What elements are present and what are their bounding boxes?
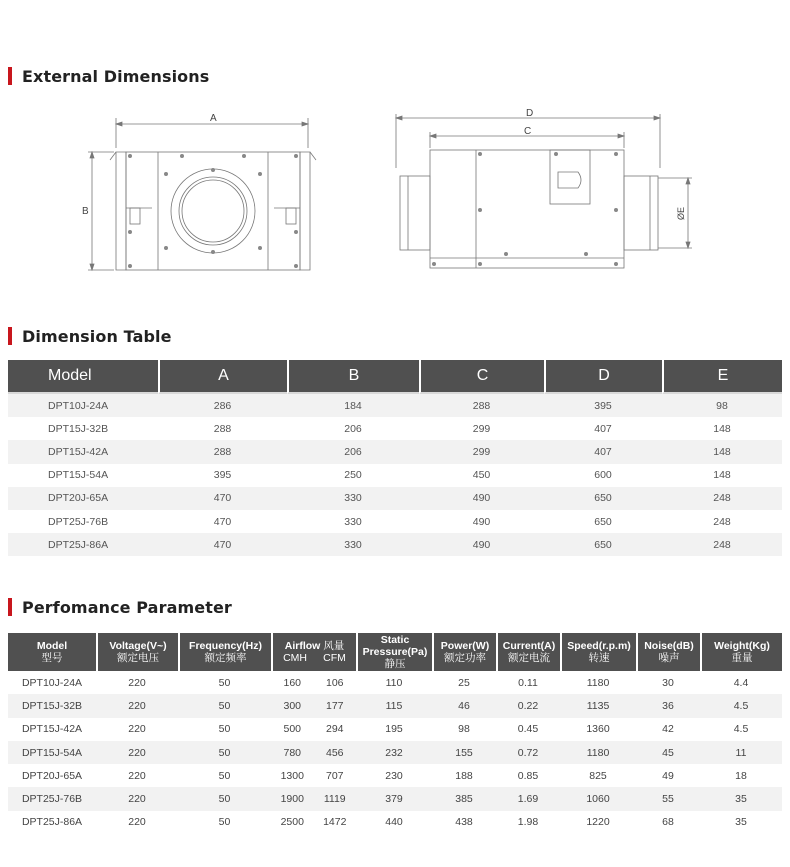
table-cell: 299 xyxy=(419,440,544,463)
airflow-cmh-value: 780 xyxy=(283,746,302,759)
table-cell: 230 xyxy=(356,764,432,787)
col-voltage xyxy=(96,633,178,671)
table-cell: 490 xyxy=(419,510,544,533)
airflow-cell xyxy=(271,764,356,787)
col-airflow-en: Airflow xyxy=(284,640,321,652)
table-cell: DPT25J-76B xyxy=(8,787,96,810)
table-cell: 1180 xyxy=(560,671,636,694)
table-cell: 330 xyxy=(287,510,419,533)
dimension-table xyxy=(8,360,782,556)
col-model: Model xyxy=(8,360,158,394)
dim-label-e: ØE xyxy=(676,206,686,220)
table-cell: 184 xyxy=(287,394,419,417)
table-cell: 50 xyxy=(178,718,271,741)
table-cell: 4.4 xyxy=(700,671,782,694)
dimension-table-header xyxy=(8,360,782,394)
dim-label-a: A xyxy=(210,113,217,124)
table-cell: 650 xyxy=(544,487,662,510)
table-cell: 115 xyxy=(356,694,432,717)
table-cell: 470 xyxy=(158,533,287,556)
table-cell: 232 xyxy=(356,741,432,764)
table-cell: 330 xyxy=(287,533,419,556)
airflow-cell xyxy=(271,787,356,810)
table-cell: 50 xyxy=(178,694,271,717)
table-cell: 438 xyxy=(432,811,496,834)
airflow-cell xyxy=(271,671,356,694)
section-title: Perfomance Parameter xyxy=(22,597,232,617)
col-b: B xyxy=(287,360,419,394)
table-cell: 18 xyxy=(700,764,782,787)
airflow-cmh-value: 300 xyxy=(283,699,302,712)
table-cell: 220 xyxy=(96,764,178,787)
col-frequency-en: Frequency(Hz) xyxy=(189,640,262,652)
section-marker xyxy=(8,67,12,85)
col-airflow-cfm: CFM xyxy=(323,652,346,664)
table-cell: 155 xyxy=(432,741,496,764)
table-cell: 195 xyxy=(356,718,432,741)
table-cell: 450 xyxy=(419,464,544,487)
table-cell: 45 xyxy=(636,741,700,764)
table-cell: 825 xyxy=(560,764,636,787)
col-d: D xyxy=(544,360,662,394)
dim-label-d: D xyxy=(526,108,534,119)
col-frequency xyxy=(178,633,271,671)
section-dimension-table xyxy=(8,326,172,346)
table-row xyxy=(8,764,782,787)
table-cell: 55 xyxy=(636,787,700,810)
col-airflow-cmh: CMH xyxy=(283,652,307,664)
table-cell: 248 xyxy=(662,533,782,556)
table-cell: 4.5 xyxy=(700,694,782,717)
performance-table xyxy=(8,633,782,834)
table-row xyxy=(8,694,782,717)
table-cell: 148 xyxy=(662,464,782,487)
table-cell: 407 xyxy=(544,417,662,440)
table-cell: 4.5 xyxy=(700,718,782,741)
col-airflow xyxy=(271,633,356,671)
col-speed-en: Speed(r.p.m) xyxy=(567,640,631,652)
table-cell: 188 xyxy=(432,764,496,787)
table-cell: 0.72 xyxy=(496,741,560,764)
table-cell: 600 xyxy=(544,464,662,487)
table-cell: 36 xyxy=(636,694,700,717)
table-row xyxy=(8,787,782,810)
airflow-cmh-value: 1300 xyxy=(280,769,304,782)
airflow-cmh-value: 160 xyxy=(283,676,302,689)
airflow-cmh-value: 2500 xyxy=(280,816,304,829)
col-current-cn: 额定电流 xyxy=(508,652,550,664)
airflow-cmh-value: 500 xyxy=(283,723,302,736)
table-cell: 206 xyxy=(287,440,419,463)
table-cell: 46 xyxy=(432,694,496,717)
table-cell: DPT25J-76B xyxy=(8,510,158,533)
table-cell: DPT20J-65A xyxy=(8,764,96,787)
performance-table-header xyxy=(8,633,782,671)
table-cell: 42 xyxy=(636,718,700,741)
col-current xyxy=(496,633,560,671)
airflow-cmh-value: 1900 xyxy=(280,793,304,806)
col-airflow-title xyxy=(275,640,354,652)
table-cell: 286 xyxy=(158,394,287,417)
airflow-cell xyxy=(271,718,356,741)
table-cell: 50 xyxy=(178,764,271,787)
table-cell: 1135 xyxy=(560,694,636,717)
col-model-en: Model xyxy=(36,640,68,652)
table-row xyxy=(8,510,782,533)
table-cell: 0.85 xyxy=(496,764,560,787)
table-row xyxy=(8,811,782,834)
section-title: Dimension Table xyxy=(22,326,172,346)
table-cell: 68 xyxy=(636,811,700,834)
col-noise-cn: 噪声 xyxy=(658,652,680,664)
table-cell: 206 xyxy=(287,417,419,440)
table-cell: DPT15J-54A xyxy=(8,741,96,764)
table-cell: 395 xyxy=(544,394,662,417)
table-row xyxy=(8,394,782,417)
airflow-cell xyxy=(271,694,356,717)
col-noise-en: Noise(dB) xyxy=(644,640,694,652)
table-cell: 1360 xyxy=(560,718,636,741)
table-cell: 490 xyxy=(419,533,544,556)
col-current-en: Current(A) xyxy=(502,640,556,652)
airflow-cfm-value: 1472 xyxy=(323,816,347,829)
col-voltage-cn: 额定电压 xyxy=(117,652,159,664)
table-cell: 35 xyxy=(700,787,782,810)
table-cell: 407 xyxy=(544,440,662,463)
table-cell: 1220 xyxy=(560,811,636,834)
col-speed-cn: 转速 xyxy=(588,652,610,664)
section-external-dimensions xyxy=(8,66,209,86)
col-pressure xyxy=(356,633,432,671)
col-pressure-en: Static Pressure(Pa) xyxy=(362,634,428,658)
table-cell: 490 xyxy=(419,487,544,510)
table-cell: 220 xyxy=(96,694,178,717)
table-row xyxy=(8,417,782,440)
table-cell: 470 xyxy=(158,510,287,533)
col-power-en: Power(W) xyxy=(440,640,490,652)
airflow-cfm-value: 1119 xyxy=(323,793,346,806)
table-cell: 220 xyxy=(96,671,178,694)
table-cell: DPT25J-86A xyxy=(8,811,96,834)
col-airflow-cn: 风量 xyxy=(323,640,345,652)
table-cell: 49 xyxy=(636,764,700,787)
airflow-cfm-value: 456 xyxy=(325,746,344,759)
airflow-cell xyxy=(271,741,356,764)
table-cell: 0.45 xyxy=(496,718,560,741)
table-cell: DPT15J-42A xyxy=(8,440,158,463)
table-cell: 288 xyxy=(158,417,287,440)
table-cell: DPT15J-32B xyxy=(8,417,158,440)
table-cell: 220 xyxy=(96,787,178,810)
table-cell: 330 xyxy=(287,487,419,510)
table-cell: 148 xyxy=(662,417,782,440)
front-view-drawing xyxy=(78,108,328,283)
table-row xyxy=(8,671,782,694)
table-cell: DPT20J-65A xyxy=(8,487,158,510)
table-cell: 35 xyxy=(700,811,782,834)
col-power xyxy=(432,633,496,671)
col-e: E xyxy=(662,360,782,394)
table-cell: 0.11 xyxy=(496,671,560,694)
col-weight-en: Weight(Kg) xyxy=(714,640,770,652)
table-cell: 379 xyxy=(356,787,432,810)
section-title: External Dimensions xyxy=(22,66,210,86)
col-c: C xyxy=(419,360,544,394)
col-noise xyxy=(636,633,700,671)
airflow-cfm-value: 177 xyxy=(325,699,344,712)
table-row xyxy=(8,741,782,764)
table-row xyxy=(8,440,782,463)
col-pressure-cn: 静压 xyxy=(384,658,406,670)
table-cell: 248 xyxy=(662,487,782,510)
table-cell: DPT15J-32B xyxy=(8,694,96,717)
table-cell: 98 xyxy=(432,718,496,741)
table-cell: 1180 xyxy=(560,741,636,764)
table-cell: 148 xyxy=(662,440,782,463)
table-cell: 220 xyxy=(96,741,178,764)
table-cell: 11 xyxy=(700,741,782,764)
airflow-cfm-value: 106 xyxy=(325,676,344,689)
table-cell: 385 xyxy=(432,787,496,810)
table-row xyxy=(8,487,782,510)
table-cell: DPT15J-54A xyxy=(8,464,158,487)
table-row xyxy=(8,533,782,556)
col-model-cn: 型号 xyxy=(41,652,63,664)
side-view-drawing xyxy=(386,108,696,283)
airflow-cfm-value: 707 xyxy=(325,769,344,782)
airflow-cell xyxy=(271,811,356,834)
table-cell: 440 xyxy=(356,811,432,834)
table-cell: DPT15J-42A xyxy=(8,718,96,741)
table-cell: 650 xyxy=(544,533,662,556)
section-performance-parameter xyxy=(8,597,232,617)
table-row xyxy=(8,464,782,487)
col-weight xyxy=(700,633,782,671)
col-a: A xyxy=(158,360,287,394)
col-power-cn: 额定功率 xyxy=(444,652,486,664)
col-speed xyxy=(560,633,636,671)
table-cell: 299 xyxy=(419,417,544,440)
table-cell: 650 xyxy=(544,510,662,533)
section-marker xyxy=(8,598,12,616)
table-cell: 220 xyxy=(96,811,178,834)
col-airflow-units xyxy=(275,652,354,664)
dim-label-b: B xyxy=(82,206,89,217)
table-cell: 50 xyxy=(178,787,271,810)
table-cell: 1060 xyxy=(560,787,636,810)
col-weight-cn: 重量 xyxy=(731,652,753,664)
dim-label-c: C xyxy=(524,126,532,137)
table-cell: 1.69 xyxy=(496,787,560,810)
table-cell: 110 xyxy=(356,671,432,694)
table-cell: 288 xyxy=(158,440,287,463)
section-marker xyxy=(8,327,12,345)
table-cell: 288 xyxy=(419,394,544,417)
table-cell: 30 xyxy=(636,671,700,694)
table-cell: DPT10J-24A xyxy=(8,671,96,694)
table-cell: 248 xyxy=(662,510,782,533)
col-model xyxy=(8,633,96,671)
col-voltage-en: Voltage(V~) xyxy=(109,640,167,652)
table-cell: 25 xyxy=(432,671,496,694)
table-cell: 50 xyxy=(178,671,271,694)
table-cell: 0.22 xyxy=(496,694,560,717)
airflow-cfm-value: 294 xyxy=(325,723,344,736)
col-frequency-cn: 额定频率 xyxy=(204,652,247,664)
table-cell: 220 xyxy=(96,718,178,741)
table-cell: 250 xyxy=(287,464,419,487)
table-cell: 50 xyxy=(178,811,271,834)
table-cell: DPT10J-24A xyxy=(8,394,158,417)
table-cell: 470 xyxy=(158,487,287,510)
table-cell: 395 xyxy=(158,464,287,487)
table-cell: DPT25J-86A xyxy=(8,533,158,556)
table-cell: 98 xyxy=(662,394,782,417)
table-row xyxy=(8,718,782,741)
table-cell: 50 xyxy=(178,741,271,764)
table-cell: 1.98 xyxy=(496,811,560,834)
